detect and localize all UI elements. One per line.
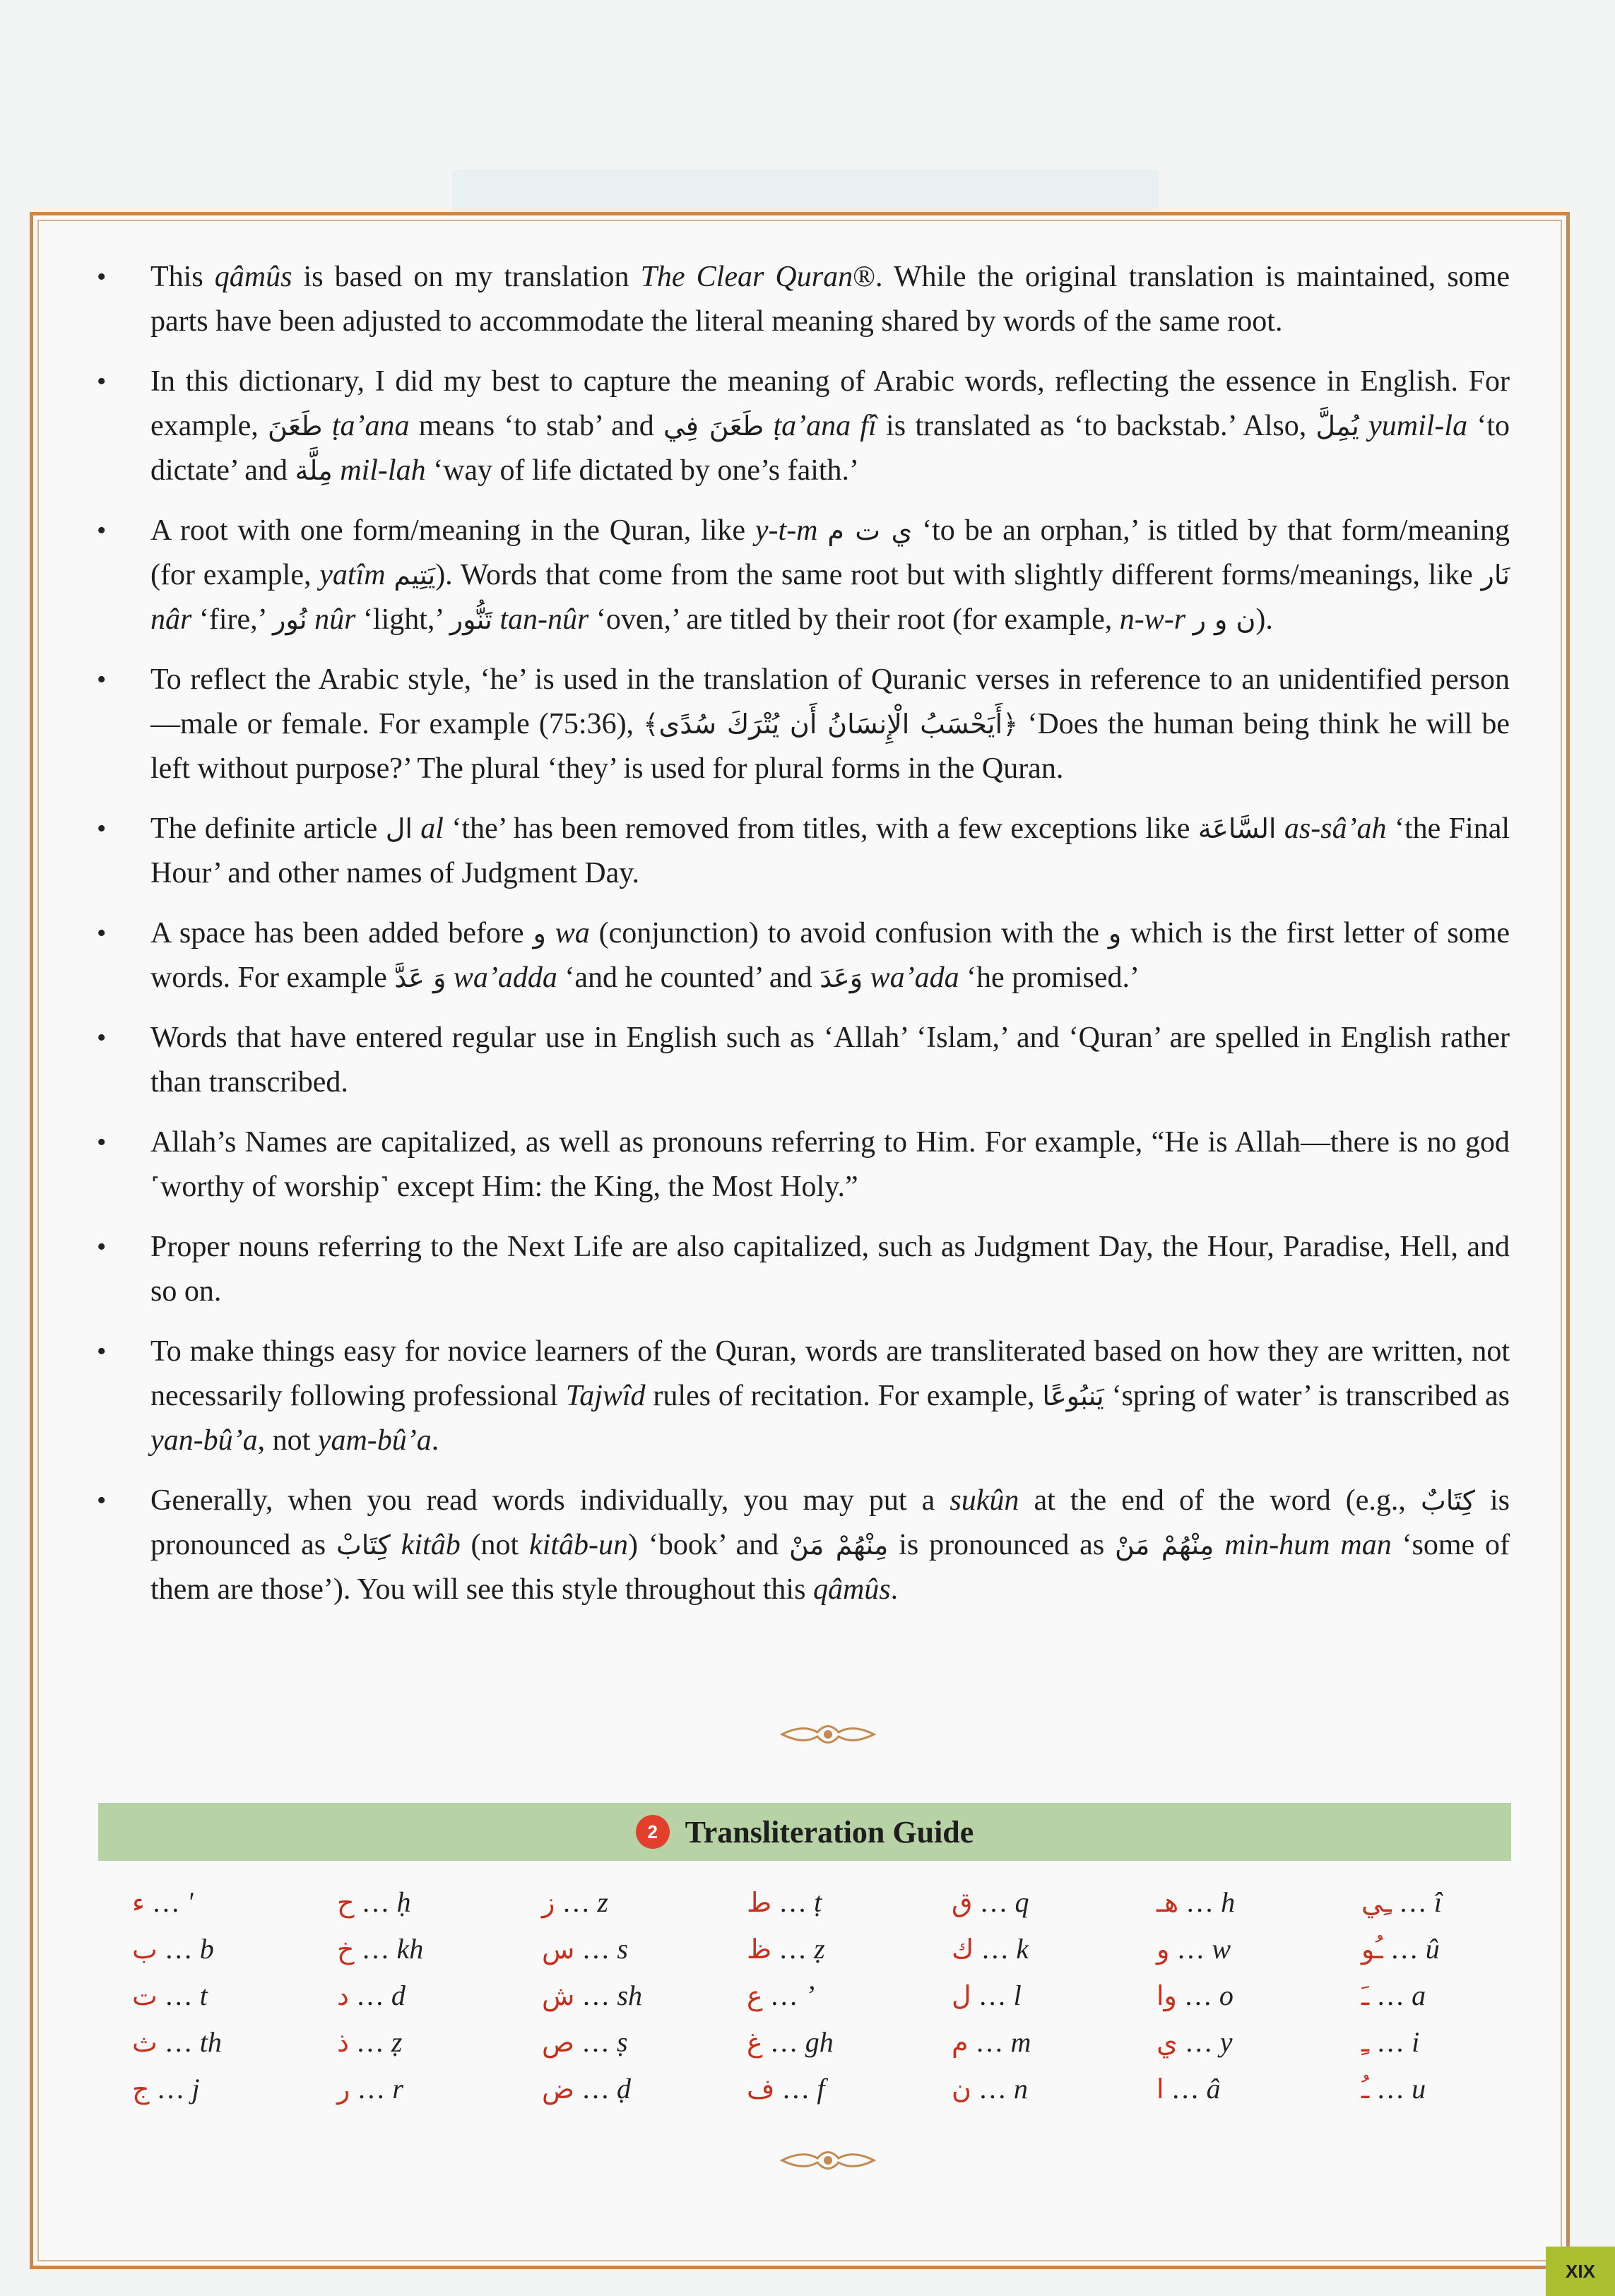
latin-equivalent: ẓ xyxy=(391,2026,403,2058)
latin-equivalent: r xyxy=(392,2073,403,2105)
note-text xyxy=(446,961,454,994)
note-text: ‘the’ has been removed from titles, with a few exceptions like xyxy=(443,812,1198,845)
arabic-letter: ـَ xyxy=(1361,1980,1370,2011)
guide-cell xyxy=(1156,1972,1354,2019)
note-text: Proper nouns referring to the Next Life are also capitalized, such as Judgment Day, the Hour, Paradise, Hell, and so on. xyxy=(150,1231,1510,1308)
latin-equivalent: o xyxy=(1219,1980,1234,2011)
note-text xyxy=(1185,603,1193,636)
separator: … xyxy=(348,1980,391,2011)
separator: … xyxy=(771,1933,815,1965)
latin-equivalent: â xyxy=(1206,2073,1221,2105)
note-text: ‘oven,’ are titled by their root (for example, xyxy=(588,603,1120,636)
separator: … xyxy=(1391,1886,1434,1918)
guide-cell xyxy=(132,2066,330,2112)
arabic-term: و xyxy=(1108,918,1122,949)
note-text xyxy=(413,812,420,845)
arabic-letter: ح xyxy=(337,1887,355,1918)
note-text: ®. While the original translation is maintained, some parts have been adjusted to accommodate the literal meaning shared by words of the same root. xyxy=(150,261,1510,338)
note-text: means ‘to stab’ and xyxy=(409,410,664,442)
note-item xyxy=(97,1016,1510,1105)
transliteration-table xyxy=(132,1879,1531,2112)
note-item xyxy=(97,807,1510,896)
latin-equivalent: gh xyxy=(805,2026,834,2058)
separator: … xyxy=(574,1933,617,1965)
arabic-letter: ي xyxy=(1156,2027,1178,2058)
arabic-letter: د xyxy=(337,1980,349,2011)
transliteration-term: n-w-r xyxy=(1119,603,1186,636)
arabic-letter: ل xyxy=(952,1980,971,2011)
guide-cell xyxy=(132,2019,330,2066)
separator: … xyxy=(971,2073,1014,2105)
note-text: ). Words that come from the same root but with slightly different forms/meanings, like xyxy=(435,559,1481,591)
note-text: at the end of the word (e.g., xyxy=(1019,1484,1421,1517)
separator: … xyxy=(555,1886,598,1918)
separator: … xyxy=(972,1886,1015,1918)
note-text xyxy=(391,1529,401,1561)
separator: … xyxy=(762,1980,805,2011)
transliteration-term: yatîm xyxy=(319,559,386,591)
guide-cell xyxy=(747,1972,945,2019)
latin-equivalent: ḍ xyxy=(616,2073,631,2105)
transliteration-term: nûr xyxy=(314,603,356,636)
arabic-letter: ظ xyxy=(747,1934,772,1965)
transliteration-term: qâmûs xyxy=(812,1573,891,1606)
separator: … xyxy=(157,2026,200,2058)
arabic-term: وَعَدَ xyxy=(820,962,863,993)
separator: … xyxy=(348,2026,391,2058)
transliteration-term: The Clear Quran xyxy=(640,261,853,293)
separator: … xyxy=(974,1933,1017,1965)
arabic-letter: ج xyxy=(132,2073,150,2105)
arabic-term: ﴿أَيَحْسَبُ الْإِنسَانُ أَن يُتْرَكَ سُدًى﴾ xyxy=(643,709,1019,740)
separator: … xyxy=(350,2073,393,2105)
note-text: Generally, when you read words individually, you may put a xyxy=(150,1484,950,1517)
guide-cell xyxy=(952,1972,1149,2019)
arabic-term: تَنُّور xyxy=(449,604,492,635)
latin-equivalent: n xyxy=(1013,2073,1028,2105)
separator: … xyxy=(968,2026,1011,2058)
guide-cell xyxy=(337,1879,535,1926)
separator: … xyxy=(354,1886,397,1918)
transliteration-term: yam-bû’a xyxy=(317,1424,432,1457)
note-text: is translated as ‘to backstab.’ Also, xyxy=(876,410,1316,442)
note-text xyxy=(307,603,315,636)
arabic-letter: ث xyxy=(132,2027,158,2058)
arabic-term: نَار xyxy=(1481,560,1510,591)
arabic-letter: ـِ xyxy=(1361,2027,1370,2058)
note-text xyxy=(818,514,828,547)
arabic-term: كِتَابٌ xyxy=(1421,1485,1475,1516)
separator: … xyxy=(574,1980,617,2011)
transliteration-term: nâr xyxy=(150,603,192,636)
arabic-letter: ـُو xyxy=(1361,1934,1383,1965)
note-item xyxy=(97,1225,1510,1314)
separator: … xyxy=(762,2026,805,2058)
arabic-term: طَعَنَ xyxy=(268,410,323,442)
arabic-letter: ت xyxy=(132,1980,158,2011)
section-number-badge: 2 xyxy=(636,1815,670,1849)
note-text: is pronounced as xyxy=(150,1484,1510,1561)
note-text: Words that have entered regular use in English such as ‘Allah’ ‘Islam,’ and ‘Quran’ are spelled in English rather than transcribed. xyxy=(150,1022,1510,1099)
note-text: (not xyxy=(460,1529,530,1561)
latin-equivalent: m xyxy=(1010,2026,1031,2058)
transliteration-term: ṭa’ana xyxy=(331,410,410,442)
note-text: ‘the Final Hour’ and other names of Judgment Day. xyxy=(150,812,1510,889)
note-item xyxy=(97,509,1510,642)
transliteration-term: ṭa’ana fî xyxy=(773,410,877,442)
latin-equivalent: j xyxy=(191,2073,200,2105)
guide-cell xyxy=(1361,1926,1559,1972)
latin-equivalent: z xyxy=(597,1886,608,1918)
note-item xyxy=(97,255,1510,344)
arabic-letter: ض xyxy=(542,2073,574,2105)
latin-equivalent: y xyxy=(1219,2026,1233,2058)
note-text: ) ‘book’ and xyxy=(628,1529,790,1561)
guide-cell xyxy=(747,1879,945,1926)
transliteration-term: wa’adda xyxy=(453,961,557,994)
transliteration-term: wa xyxy=(555,917,590,949)
latin-equivalent: u xyxy=(1412,2073,1426,2105)
latin-equivalent: l xyxy=(1013,1980,1022,2011)
ornament-divider-icon xyxy=(775,1717,881,1752)
arabic-letter: ع xyxy=(747,1980,763,2011)
guide-cell xyxy=(1156,1879,1354,1926)
arabic-term: طَعَنَ فِي xyxy=(663,410,764,442)
note-text xyxy=(546,917,555,949)
notes-list xyxy=(97,255,1510,1628)
latin-equivalent: ṣ xyxy=(616,2026,628,2058)
arabic-letter: ا xyxy=(1156,2073,1164,2105)
arabic-letter: ص xyxy=(542,2027,574,2058)
note-text xyxy=(333,454,341,487)
arabic-letter: ر xyxy=(337,2073,350,2105)
note-text: ‘some of them are those’). You will see this style throughout this xyxy=(150,1529,1510,1606)
guide-cell xyxy=(1361,1879,1559,1926)
separator: … xyxy=(1369,2073,1412,2105)
note-text: ‘spring of water’ is transcribed as xyxy=(1104,1380,1510,1412)
arabic-letter: غ xyxy=(747,2027,763,2058)
latin-equivalent: th xyxy=(199,2026,222,2058)
guide-cell xyxy=(132,1879,330,1926)
section-title: Transliteration Guide xyxy=(685,1814,974,1850)
note-text: ‘and he counted’ and xyxy=(557,961,820,994)
latin-equivalent: w xyxy=(1212,1933,1231,1965)
latin-equivalent: d xyxy=(391,1980,406,2011)
arabic-letter: ك xyxy=(952,1934,974,1965)
guide-cell xyxy=(337,1972,535,2019)
separator: … xyxy=(1177,2026,1220,2058)
note-text xyxy=(1359,410,1368,442)
guide-cell xyxy=(542,1879,740,1926)
note-text: ‘to be an orphan,’ is titled by that form/meaning (for example, xyxy=(150,514,1510,591)
guide-cell xyxy=(542,2066,740,2112)
note-text: The definite article xyxy=(150,812,386,845)
guide-cell xyxy=(1156,1926,1354,1972)
transliteration-guide-header xyxy=(98,1803,1511,1861)
note-text xyxy=(323,410,332,442)
note-item xyxy=(97,658,1510,791)
arabic-letter: س xyxy=(542,1934,575,1965)
transliteration-term: yan-bû’a xyxy=(150,1424,258,1457)
transliteration-term: y-t-m xyxy=(755,514,818,547)
note-text xyxy=(492,603,500,636)
separator: … xyxy=(1169,1933,1212,1965)
guide-cell xyxy=(747,2019,945,2066)
separator: … xyxy=(1369,1980,1412,2011)
latin-equivalent: ’ xyxy=(805,1980,815,2011)
arabic-letter: ن xyxy=(952,2073,971,2105)
note-text: is pronounced as xyxy=(888,1529,1116,1561)
separator: … xyxy=(971,1980,1014,2011)
latin-equivalent: i xyxy=(1412,2026,1420,2058)
arabic-letter: ق xyxy=(952,1887,973,1918)
latin-equivalent: ḥ xyxy=(396,1886,411,1918)
latin-equivalent: ẓ xyxy=(814,1933,825,1965)
arabic-letter: خ xyxy=(337,1934,355,1965)
transliteration-term: mil-lah xyxy=(340,454,426,487)
guide-cell xyxy=(952,2066,1149,2112)
note-text xyxy=(764,410,773,442)
note-text: This xyxy=(150,261,215,293)
arabic-term: نُور xyxy=(273,604,307,635)
arabic-term: ال xyxy=(385,813,413,844)
arabic-letter: وا xyxy=(1156,1980,1177,2011)
note-item xyxy=(97,1120,1510,1209)
note-text: ‘light,’ xyxy=(355,603,450,636)
latin-equivalent: h xyxy=(1221,1886,1236,1918)
arabic-term: يُمِلَّ xyxy=(1315,410,1359,442)
transliteration-term: Tajwîd xyxy=(565,1380,646,1412)
arabic-term: ي ت م xyxy=(827,515,913,546)
arabic-term: يَتِيم xyxy=(394,560,436,591)
latin-equivalent: sh xyxy=(617,1980,642,2011)
note-text: ‘to dictate’ and xyxy=(150,410,1510,487)
latin-equivalent: s xyxy=(617,1933,628,1965)
note-text: ‘Does the human being think he will be left without purpose?’ The plural ‘they’ is used for plural forms in the Quran. xyxy=(150,708,1510,785)
separator: … xyxy=(354,1933,397,1965)
guide-cell xyxy=(337,2019,535,2066)
note-item xyxy=(97,911,1510,1000)
transliteration-term: kitâb xyxy=(401,1529,461,1561)
guide-cell xyxy=(1156,2066,1354,2112)
arabic-letter: ـُ xyxy=(1361,2073,1370,2105)
note-text: ). xyxy=(1255,603,1273,636)
guide-cell xyxy=(1361,2066,1559,2112)
transliteration-term: min-hum man xyxy=(1224,1529,1392,1561)
note-text: ‘way of life dictated by one’s faith.’ xyxy=(425,454,860,487)
transliteration-term: yumil-la xyxy=(1368,410,1468,442)
transliteration-term: tan-nûr xyxy=(499,603,589,636)
note-text: In this dictionary, I did my best to capture the meaning of Arabic words, reflecting the essence in English. For example, xyxy=(150,365,1510,442)
transliteration-term: sukûn xyxy=(950,1484,1019,1517)
arabic-term: السَّاعَة xyxy=(1197,813,1277,844)
note-text: ‘he promised.’ xyxy=(959,961,1140,994)
latin-equivalent: a xyxy=(1412,1980,1426,2011)
transliteration-term: wa’ada xyxy=(870,961,959,994)
guide-cell xyxy=(747,1926,945,1972)
separator: … xyxy=(574,2026,617,2058)
arabic-term: مِنْهُمْ مَنْ xyxy=(789,1529,889,1561)
note-item xyxy=(97,1330,1510,1463)
separator: … xyxy=(149,2073,192,2105)
latin-equivalent: f xyxy=(817,2073,825,2105)
transliteration-term: as-sâ’ah xyxy=(1284,812,1387,845)
arabic-term: مِنْهُمْ مَنْ xyxy=(1115,1529,1214,1561)
latin-equivalent: k xyxy=(1016,1933,1029,1965)
arabic-letter: م xyxy=(952,2027,969,2058)
guide-cell xyxy=(337,2066,535,2112)
guide-cell xyxy=(952,1926,1149,1972)
latin-equivalent: t xyxy=(199,1980,208,2011)
guide-cell xyxy=(132,1926,330,1972)
latin-equivalent: û xyxy=(1425,1933,1440,1965)
note-text: . xyxy=(890,1573,899,1606)
note-text: A space has been added before xyxy=(150,917,533,949)
note-text xyxy=(863,961,870,994)
arabic-term: يَنبُوعًا xyxy=(1042,1380,1104,1412)
guide-cell xyxy=(542,1972,740,2019)
arabic-term: مِلَّة xyxy=(295,455,333,486)
guide-cell xyxy=(542,2019,740,2066)
guide-cell xyxy=(952,1879,1149,1926)
latin-equivalent: î xyxy=(1433,1886,1442,1918)
latin-equivalent: ṭ xyxy=(814,1886,822,1918)
separator: … xyxy=(774,2073,817,2105)
arabic-letter: ف xyxy=(747,2073,775,2105)
arabic-letter: ب xyxy=(132,1934,158,1965)
separator: … xyxy=(157,1933,200,1965)
guide-cell xyxy=(132,1972,330,2019)
arabic-letter: هـ xyxy=(1156,1887,1179,1918)
note-text: (conjunction) to avoid confusion with the xyxy=(589,917,1108,949)
page-number: XIX xyxy=(1546,2247,1615,2296)
separator: … xyxy=(1178,1886,1221,1918)
separator: … xyxy=(574,2073,617,2105)
arabic-term: و xyxy=(533,918,546,949)
separator: … xyxy=(771,1886,815,1918)
transliteration-term: qâmûs xyxy=(214,261,292,293)
arabic-letter: ـِي xyxy=(1361,1887,1392,1918)
note-text xyxy=(386,559,394,591)
transliteration-term: al xyxy=(420,812,444,845)
note-item xyxy=(97,1479,1510,1612)
guide-cell xyxy=(337,1926,535,1972)
note-text: A root with one form/meaning in the Quran, like xyxy=(150,514,755,547)
latin-equivalent: ' xyxy=(187,1886,194,1918)
guide-cell xyxy=(1361,1972,1559,2019)
separator: … xyxy=(1383,1933,1426,1965)
note-text xyxy=(1276,812,1284,845)
arabic-term: ن و ر xyxy=(1193,604,1256,635)
latin-equivalent: q xyxy=(1014,1886,1029,1918)
arabic-letter: ش xyxy=(542,1980,575,2011)
arabic-term: وَ عَدَّ xyxy=(394,962,446,993)
guide-cell xyxy=(1361,2019,1559,2066)
page-frame xyxy=(30,212,1570,2269)
note-text: Allah’s Names are capitalized, as well as pronouns referring to Him. For example, “He is Allah—there is no god ˹worthy of worship˺ except Him: the King, the Most Holy.” xyxy=(150,1126,1510,1203)
arabic-letter: و xyxy=(1156,1934,1170,1965)
guide-cell xyxy=(1156,2019,1354,2066)
arabic-letter: ط xyxy=(747,1887,772,1918)
guide-cell xyxy=(952,2019,1149,2066)
latin-equivalent: b xyxy=(199,1933,214,1965)
separator: … xyxy=(1176,1980,1219,2011)
note-text: ‘fire,’ xyxy=(191,603,273,636)
transliteration-term: kitâb-un xyxy=(529,1529,629,1561)
note-text: which is the first letter of some words. For example xyxy=(150,917,1510,994)
note-text: To reflect the Arabic style, ‘he’ is used in the translation of Quranic verses in reference to an unidentified person—male or female. For example (75:36), xyxy=(150,663,1510,740)
separator: … xyxy=(1164,2073,1207,2105)
guide-cell xyxy=(747,2066,945,2112)
separator: … xyxy=(157,1980,200,2011)
arabic-term: كِتَابْ xyxy=(336,1529,391,1561)
note-item xyxy=(97,360,1510,493)
latin-equivalent: kh xyxy=(396,1933,424,1965)
guide-cell xyxy=(542,1926,740,1972)
arabic-letter: ز xyxy=(542,1887,555,1918)
separator: … xyxy=(144,1886,187,1918)
ornament-divider-icon xyxy=(775,2143,881,2178)
separator: … xyxy=(1369,2026,1412,2058)
note-text: rules of recitation. For example, xyxy=(645,1380,1043,1412)
note-text: To make things easy for novice learners of the Quran, words are transliterated based on how they are written, not necessarily following professional xyxy=(150,1335,1510,1412)
note-text: is based on my translation xyxy=(292,261,641,293)
note-text xyxy=(1214,1529,1224,1561)
note-text: . xyxy=(431,1424,439,1457)
note-text: , not xyxy=(257,1424,318,1457)
arabic-letter: ء xyxy=(132,1887,145,1918)
arabic-letter: ذ xyxy=(337,2027,349,2058)
